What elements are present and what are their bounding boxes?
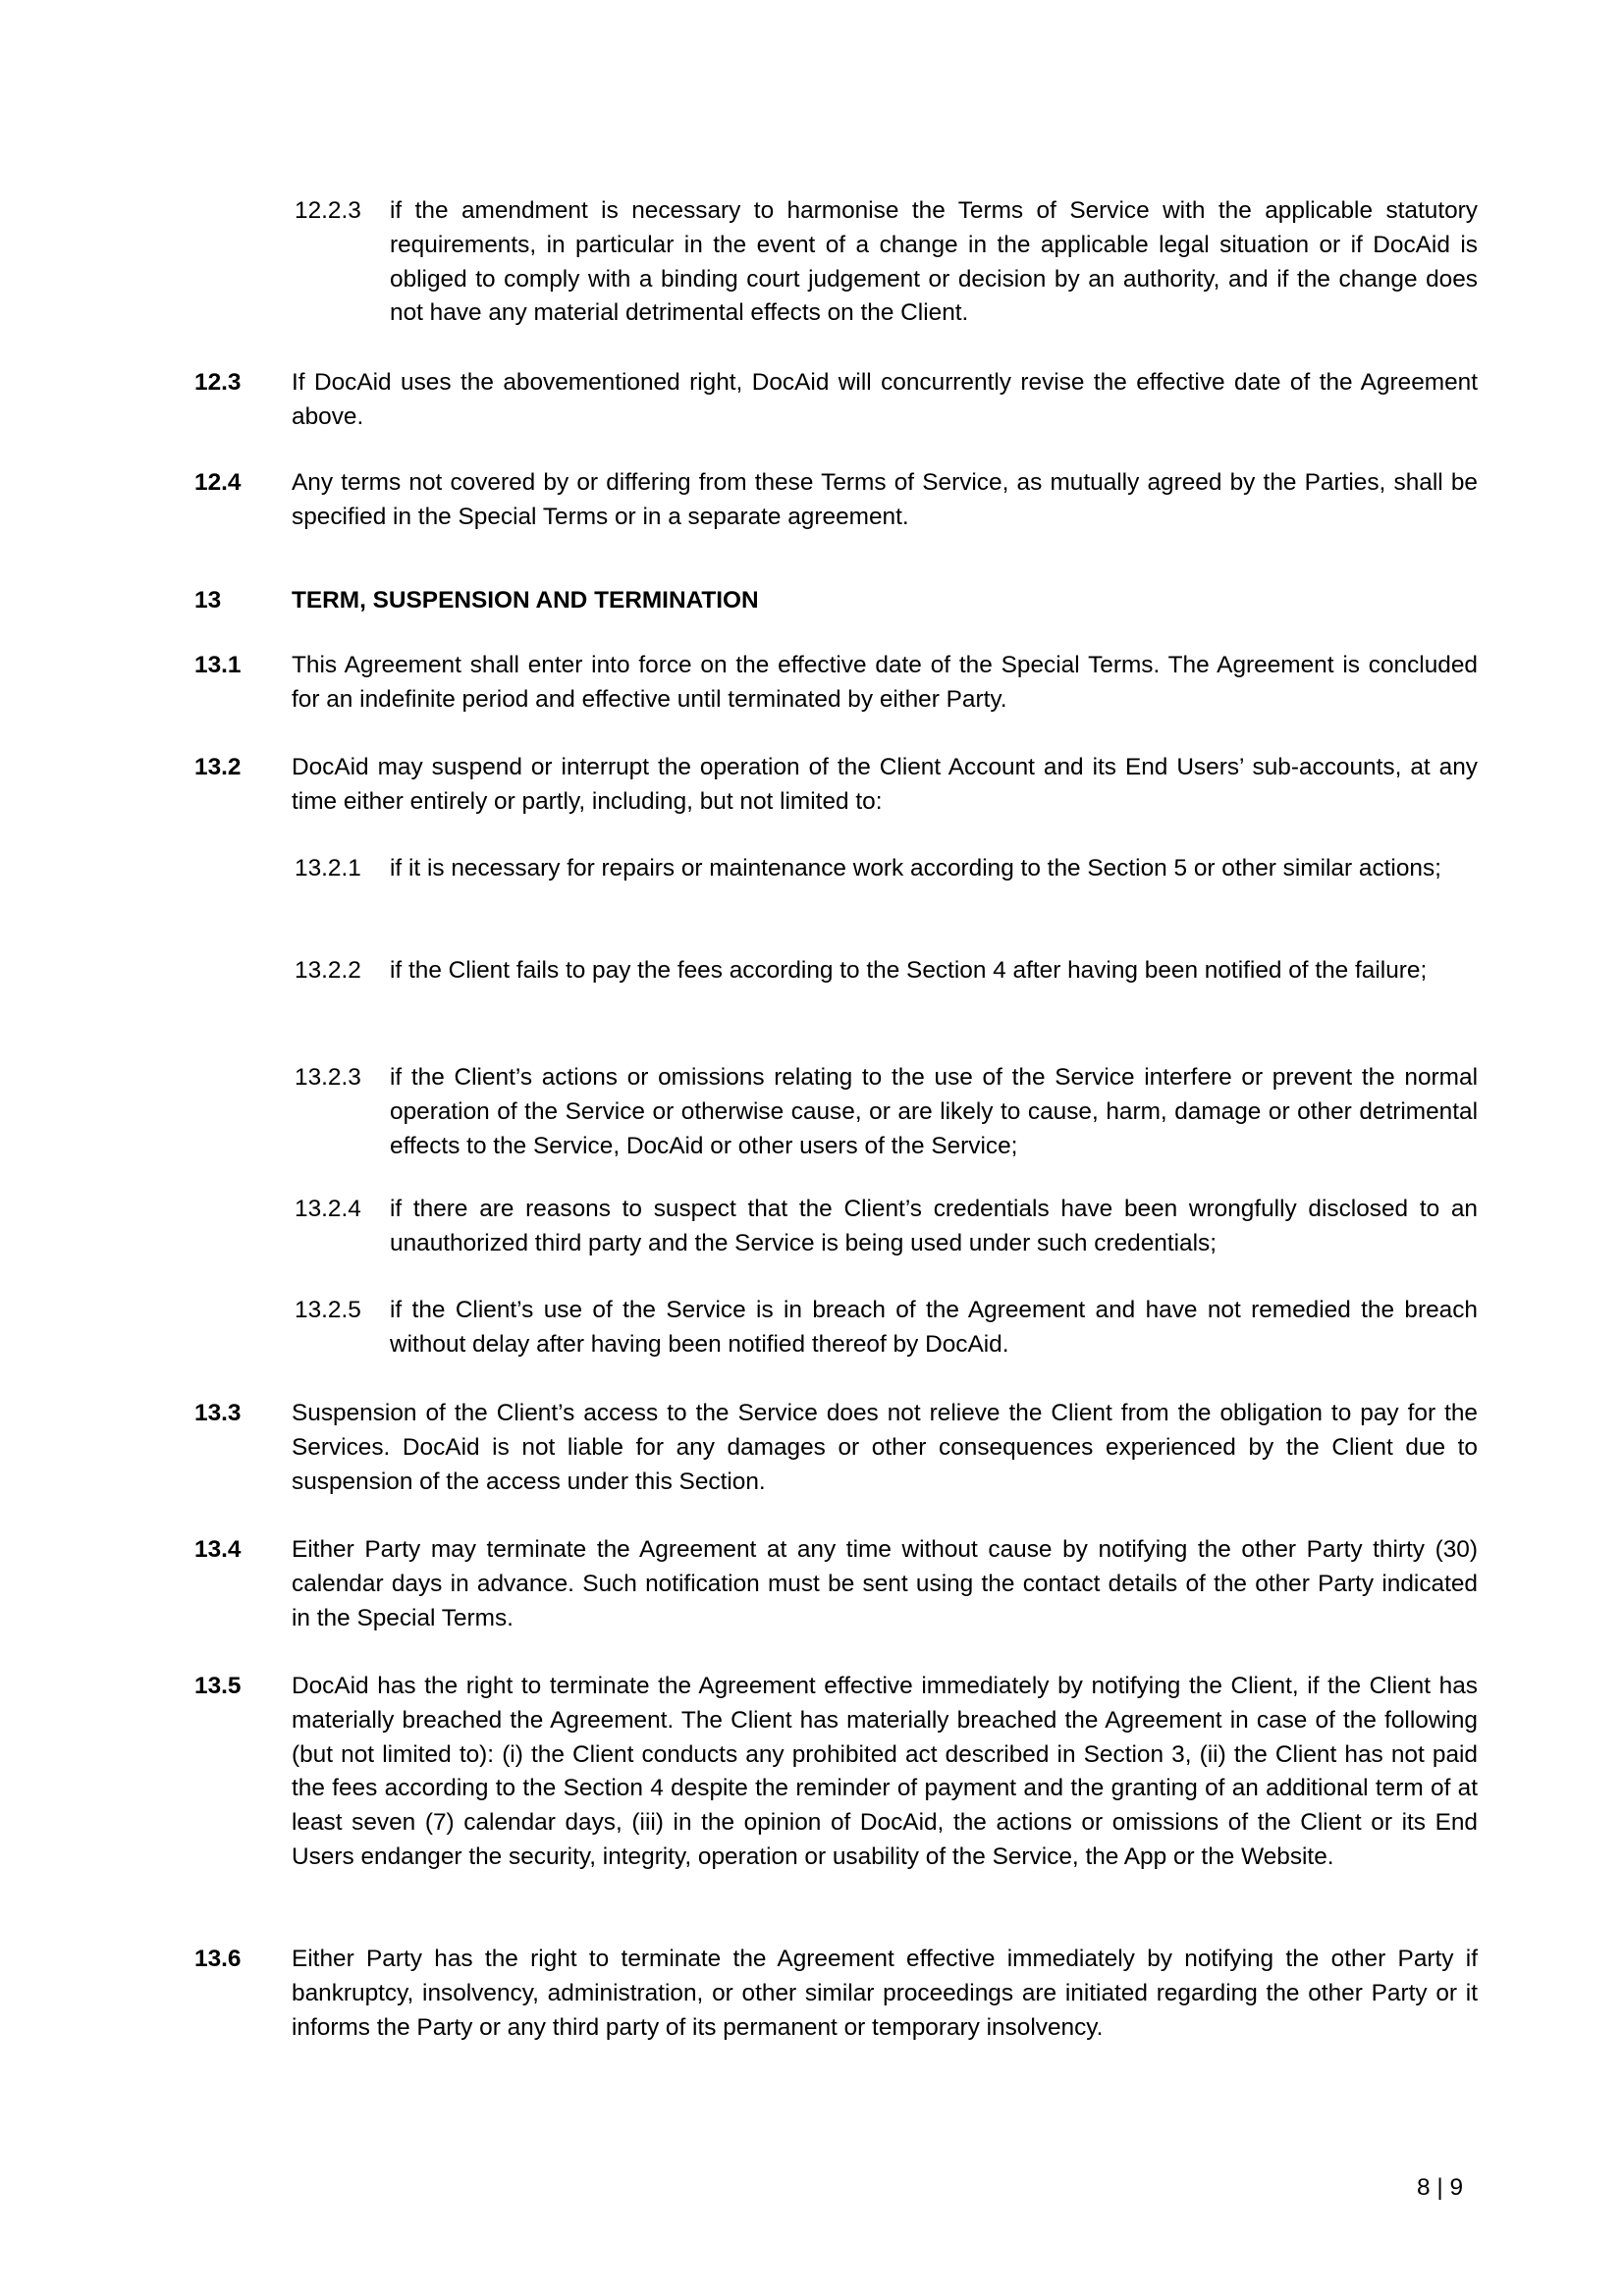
clause-12-2-3	[295, 194, 1478, 331]
clause-12-3	[194, 366, 1478, 435]
clause-13-2	[194, 751, 1478, 820]
clause-text: if the Client’s actions or omissions relating to the use of the Service interfere or prevent the normal operation of the Service or otherwise cause, or are likely to cause, harm, damage or other detrimental effects to the Service, DocAid or other users of the Service;	[390, 1064, 1478, 1159]
clause-text: if the Client’s use of the Service is in breach of the Agreement and have not remedied the breach without delay after having been notified thereof by DocAid.	[390, 1297, 1478, 1358]
section-heading-13	[194, 584, 759, 618]
clause-text: if the amendment is necessary to harmonise the Terms of Service with the applicable statutory requirements, in particular in the event of a change in the applicable legal situation or if DocAid is obliged to comply with a binding court judgement or decision by an authority, and if the change does not have any material detrimental effects on the Client.	[390, 197, 1478, 327]
clause-text: Any terms not covered by or differing from these Terms of Service, as mutually agreed by the Parties, shall be specified in the Special Terms or in a separate agreement.	[292, 469, 1478, 530]
clause-text: Either Party may terminate the Agreement at any time without cause by notifying the other Party thirty (30) calendar days in advance. Such notification must be sent using the contact details of the other Party indicated in the Special Terms.	[292, 1536, 1478, 1631]
clause-number: 13.6	[194, 1946, 242, 1972]
clause-text: This Agreement shall enter into force on the effective date of the Special Terms. The Agreement is concluded for an indefinite period and effective until terminated by either Party.	[292, 652, 1478, 713]
clause-text: If DocAid uses the abovementioned right, DocAid will concurrently revise the effective date of the Agreement above.	[292, 369, 1478, 430]
clause-number: 13.3	[194, 1400, 242, 1426]
clause-number: 13.2.3	[295, 1064, 361, 1091]
clause-text: if it is necessary for repairs or maintenance work according to the Section 5 or other similar actions;	[390, 855, 1441, 881]
section-number: 13	[194, 587, 222, 614]
clause-number: 13.2.5	[295, 1297, 361, 1323]
clause-text: DocAid has the right to terminate the Agreement effective immediately by notifying the Client, if the Client has materially breached the Agreement. The Client has materially breached the Agreement in case of the following (but not limited to): (i) the Client conducts any prohibited act described in Section 3, (ii) the Client has not paid the fees according to the Section 4 despite the reminder of payment and the granting of an additional term of at least seven (7) calendar days, (iii) in the opinion of DocAid, the actions or omissions of the Client or its End Users endanger the security, integrity, operation or usability of the Service, the App or the Website.	[292, 1673, 1478, 1870]
clause-text: DocAid may suspend or interrupt the operation of the Client Account and its End Users’ sub-accounts, at any time either entirely or partly, including, but not limited to:	[292, 754, 1478, 815]
clause-13-6	[194, 1943, 1478, 2045]
clause-number: 12.3	[194, 369, 242, 396]
clause-number: 13.1	[194, 652, 242, 678]
clause-13-2-1	[295, 852, 1478, 886]
clause-text: if the Client fails to pay the fees according to the Section 4 after having been notified of the failure;	[390, 957, 1428, 984]
clause-number: 13.2.2	[295, 957, 361, 984]
clause-13-4	[194, 1533, 1478, 1635]
clause-text: Either Party has the right to terminate the Agreement effective immediately by notifying the other Party if bankruptcy, insolvency, administration, or other similar proceedings are initiated regarding the other Party or it informs the Party or any third party of its permanent or temporary insolvency.	[292, 1946, 1478, 2041]
clause-13-2-3	[295, 1061, 1478, 1163]
clause-13-2-2	[295, 954, 1478, 988]
clause-text: Suspension of the Client’s access to the Service does not relieve the Client from the obligation to pay for the Services. DocAid is not liable for any damages or other consequences experienced by the Client due to suspension of the access under this Section.	[292, 1400, 1478, 1495]
clause-number: 13.2	[194, 754, 242, 780]
page-number: 8 | 9	[1417, 2174, 1464, 2201]
clause-13-3	[194, 1397, 1478, 1499]
clause-number: 13.4	[194, 1536, 242, 1563]
clause-12-4	[194, 466, 1478, 535]
section-title: TERM, SUSPENSION AND TERMINATION	[292, 587, 759, 614]
clause-13-2-4	[295, 1193, 1478, 1261]
clause-number: 12.2.3	[295, 197, 361, 224]
clause-13-5	[194, 1670, 1478, 1875]
clause-text: if there are reasons to suspect that the Client’s credentials have been wrongfully disclosed to an unauthorized third party and the Service is being used under such credentials;	[390, 1196, 1478, 1256]
clause-number: 13.2.4	[295, 1196, 361, 1222]
clause-13-1	[194, 649, 1478, 718]
clause-number: 13.2.1	[295, 855, 361, 881]
clause-number: 12.4	[194, 469, 242, 496]
clause-number: 13.5	[194, 1673, 242, 1699]
clause-13-2-5	[295, 1294, 1478, 1362]
